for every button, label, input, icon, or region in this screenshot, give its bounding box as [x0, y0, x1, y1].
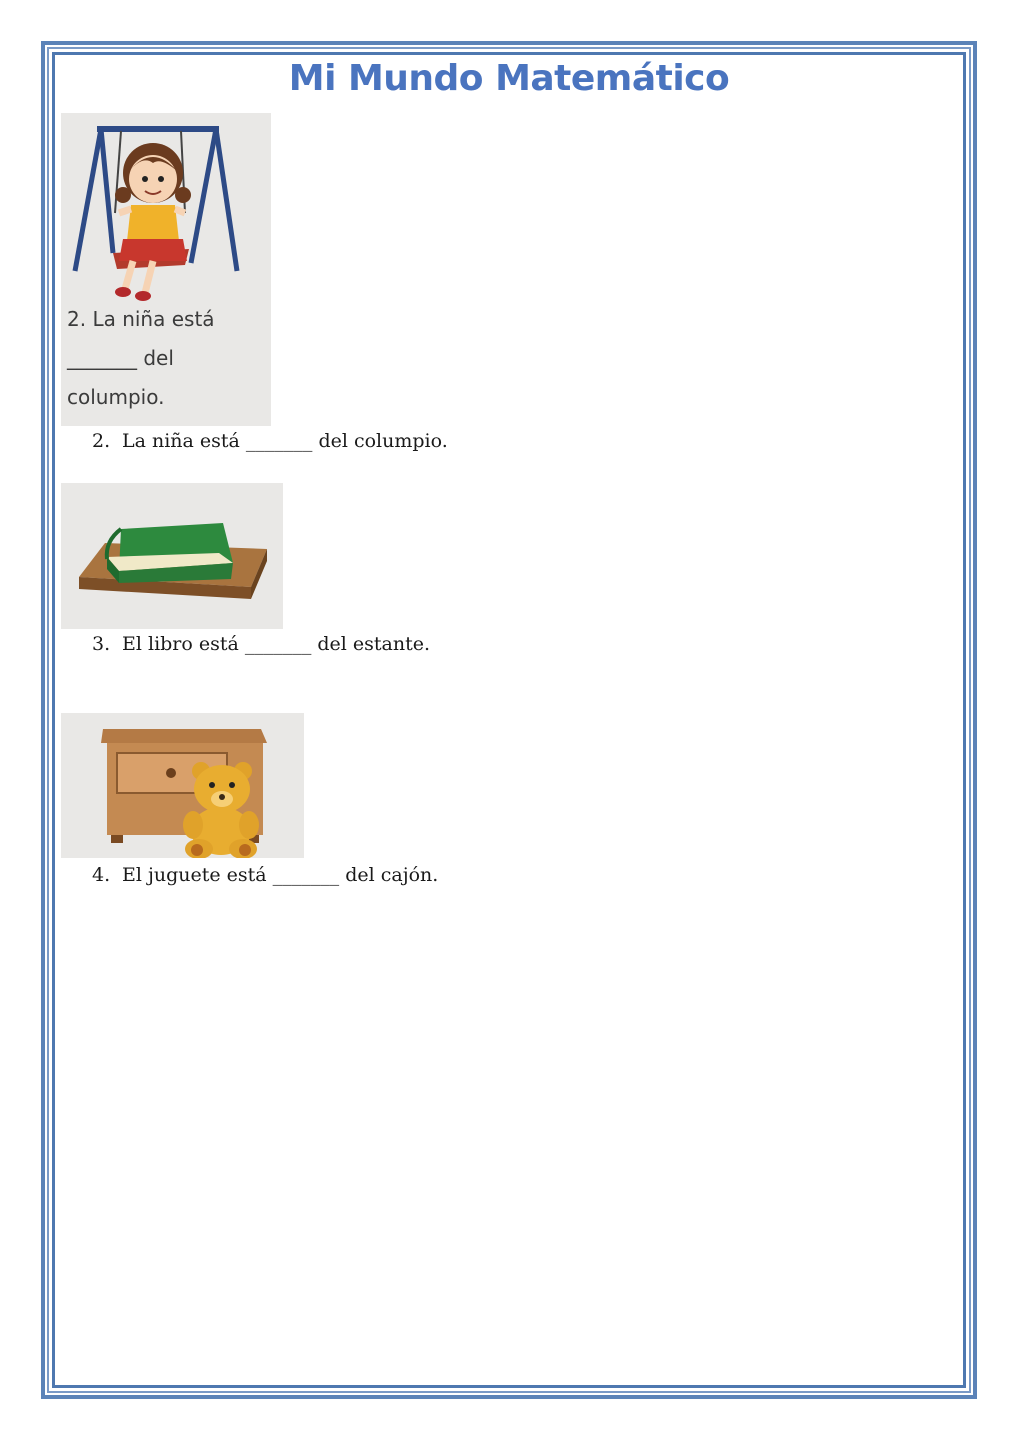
exercise-text: El juguete está _______ del cajón.	[122, 864, 439, 886]
exercise-item-3	[92, 633, 430, 655]
page-title: Mi Mundo Matemático	[288, 58, 730, 99]
exercise-number: 2.	[92, 430, 111, 452]
illustration-caption-line-2: _______ del	[67, 346, 174, 370]
girl-on-swing-illustration	[61, 113, 271, 426]
exercise-number: 4.	[92, 864, 111, 886]
exercise-item-4	[92, 864, 438, 886]
girl-on-swing-icon	[61, 113, 271, 313]
illustration-caption-line-1: 2. La niña está	[67, 307, 215, 331]
exercise-text: El libro está _______ del estante.	[122, 633, 431, 655]
exercise-number: 3.	[92, 633, 111, 655]
book-on-shelf-illustration	[61, 483, 283, 629]
book-on-shelf-icon	[61, 483, 283, 629]
teddy-bear-by-drawer-illustration	[61, 713, 304, 858]
teddy-bear-by-drawer-icon	[61, 713, 304, 858]
exercise-item-2	[92, 430, 448, 452]
exercise-text: La niña está _______ del columpio.	[122, 430, 448, 452]
illustration-caption-line-3: columpio.	[67, 385, 165, 409]
